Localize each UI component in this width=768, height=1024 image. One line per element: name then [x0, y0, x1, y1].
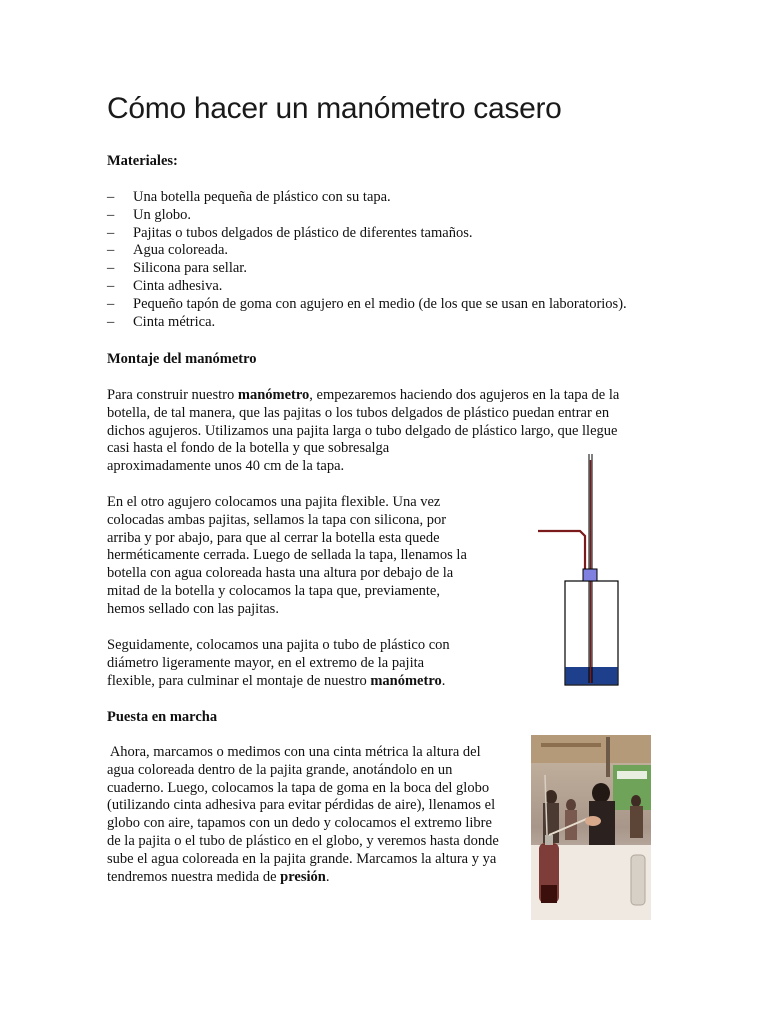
list-item: – Una botella pequeña de plástico con su tapa. [107, 189, 391, 205]
flexible-straw [538, 531, 585, 572]
assembly-heading: Montaje del manómetro [107, 351, 257, 367]
experiment-photo [531, 735, 651, 920]
start-heading: Puesta en marcha [107, 709, 218, 725]
page-title: Cómo hacer un manómetro casero [107, 92, 562, 125]
assembly-paragraph-2: En el otro agujero colocamos una pajita flexible. Una vez colocadas ambas pajitas, sellamos la tapa con silicona, por arriba y por abajo, para que al cerrar la botella esta quede herméticamente cerrada. Luego de sellada la tapa, llenamos la botella con agua coloreada hasta una altura por debajo de la mitad de la botella y colocamos la tapa que, previamente, hemos sellado con las pajitas. [107, 494, 467, 617]
manometer-diagram [530, 450, 630, 690]
list-item: – Pequeño tapón de goma con agujero en el medio (de los que se usan en laboratorios). [107, 295, 627, 312]
list-item: – Agua coloreada. [107, 242, 229, 259]
bottle-cap [583, 569, 597, 581]
assembly-paragraph-1: Para construir nuestro manómetro, empezaremos haciendo dos agujeros en la tapa de la botella, de tal manera, que las pajitas o los tubos delgados de plástico puedan entrar en dichos agujeros. Utilizamos una pajita larga o tubo delgado de plástico largo, que llegue casi hasta el fondo de la botella y que sobresalga aproximadamente unos 40 cm de la tapa. [107, 387, 620, 475]
assembly-paragraph-3: Seguidamente, colocamos una pajita o tubo de plástico con diámetro ligeramente mayor, en el extremo de la pajita flexible, para culminar el montaje de nuestro manómetro. [107, 637, 450, 689]
list-item: – Un globo. [107, 206, 191, 223]
list-item: – Silicona para sellar. [107, 260, 247, 277]
materials-heading: Materiales: [107, 153, 178, 169]
start-paragraph: Ahora, marcamos o medimos con una cinta métrica la altura del agua coloreada dentro de la pajita grande, anotándolo en un cuaderno. Luego, colocamos la tapa de goma en la boca del globo (utilizando cinta adhesiva para evitar pérdidas de aire), llenamos el globo con aire, tapamos con un dedo y colocamos el extremo libre de la pajita o el tubo de plástico en el globo, y veremos hasta donde sube el agua coloreada en la pajita grande. Marcamos la altura y ya tendremos nuestra medida de presión. [107, 744, 499, 885]
materials-list [107, 189, 627, 331]
list-item: – Cinta métrica. [107, 313, 216, 330]
list-item: – Pajitas o tubos delgados de plástico de diferentes tamaños. [107, 224, 473, 241]
list-item: – Cinta adhesiva. [107, 277, 223, 294]
